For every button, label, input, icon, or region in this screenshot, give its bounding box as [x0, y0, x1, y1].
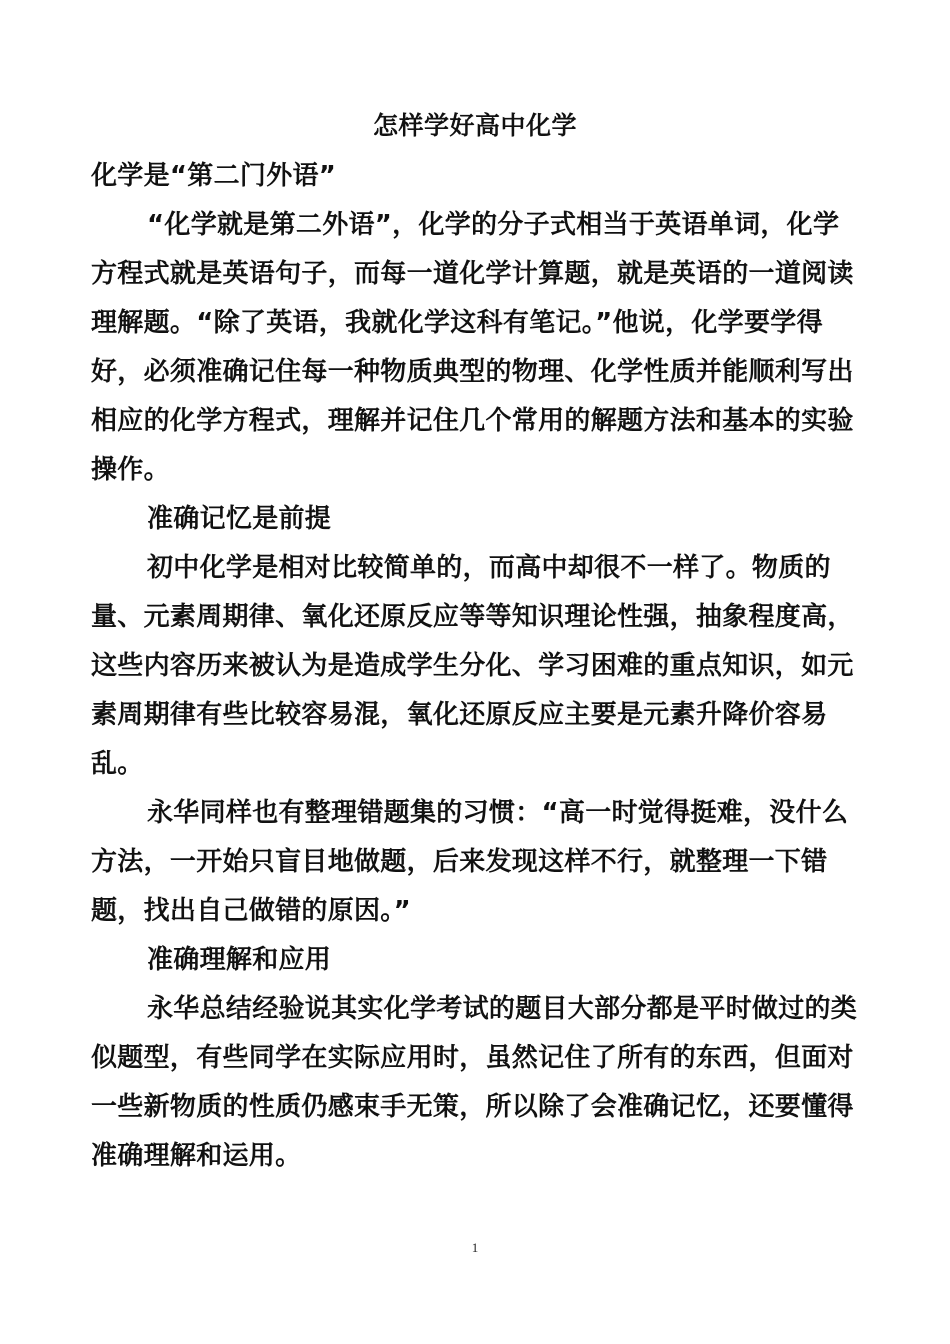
paragraph-error-collection: 永华同样也有整理错题集的习惯：“高一时觉得挺难，没什么方法，一开始只盲目地做题，后来发现这样不行，就整理一下错题，找出自己做错的原因。” [91, 798, 849, 926]
paragraph-experience-summary: 永华总结经验说其实化学考试的题目大部分都是平时做过的类似题型，有些同学在实际应用时，虽然记住了所有的东西，但面对一些新物质的性质仍感束手无策，所以除了会准确记忆，还要懂得准确理解和运用。 [91, 994, 858, 1171]
section-heading-understanding-application: 准确理解和应用 [147, 945, 332, 975]
section-heading-accurate-memory: 准确记忆是前提 [147, 504, 332, 534]
section-heading-second-language: 化学是“第二门外语” [91, 161, 337, 191]
page-number: 1 [471, 1240, 479, 1255]
paragraph-second-language: “化学就是第二外语”，化学的分子式相当于英语单词，化学方程式就是英语句子，而每一道化学计算题，就是英语的一道阅读理解题。“除了英语，我就化学这科有笔记。”他说，化学要学得好，必须准确记住每一种物质典型的物理、化学性质并能顺利写出相应的化学方程式，理解并记住几个常用的解题方法和基本的实验操作。 [91, 210, 854, 485]
document-title: 怎样学好高中化学 [372, 111, 577, 140]
document-body [91, 152, 861, 1181]
paragraph-middle-vs-high-school: 初中化学是相对比较简单的，而高中却很不一样了。物质的量、元素周期律、氧化还原反应等等知识理论性强，抽象程度高，这些内容历来被认为是造成学生分化、学习困难的重点知识，如元素周期律有些比较容易混，氧化还原反应主要是元素升降价容易乱。 [91, 553, 854, 779]
